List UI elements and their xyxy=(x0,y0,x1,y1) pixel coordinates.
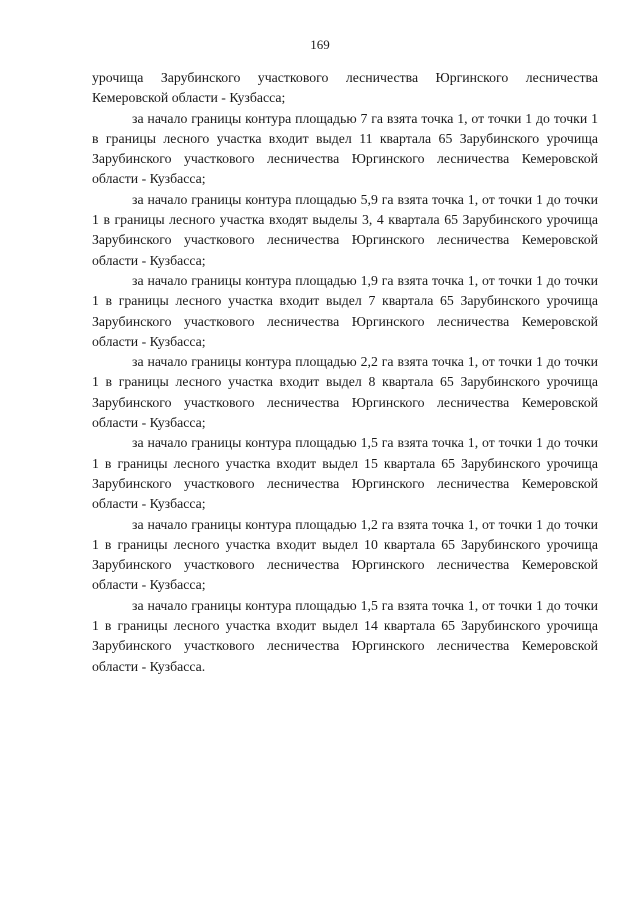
page-number: 169 xyxy=(310,37,330,52)
paragraph-contour-1-5ha-v15: за начало границы контура площадью 1,5 га взята точка 1, от точки 1 до точки 1 в границы лесного участка входит выдел 15 квартала 65 Зарубинского урочища Зарубинского участкового лесничества Юргинского лесничества Кемеровской области - Кузбасса; xyxy=(92,435,598,512)
paragraph-contour-2-2ha: за начало границы контура площадью 2,2 га взята точка 1, от точки 1 до точки 1 в границы лесного участка входит выдел 8 квартала 65 Зарубинского урочища Зарубинского участкового лесничества Юргинского лесничества Кемеровской области - Кузбасса; xyxy=(92,354,598,431)
paragraph-contour-1-5ha-v14: за начало границы контура площадью 1,5 га взята точка 1, от точки 1 до точки 1 в границы лесного участка входит выдел 14 квартала 65 Зарубинского урочища Зарубинского участкового лесничества Юргинского лесничества Кемеровской области - Кузбасса. xyxy=(92,597,598,674)
document-body xyxy=(92,68,598,677)
paragraph-continuation: урочища Зарубинского участкового лесничества Юргинского лесничества Кемеровской области - Кузбасса; xyxy=(92,70,598,106)
paragraph-contour-7ha: за начало границы контура площадью 7 га взята точка 1, от точки 1 до точки 1 в границы лесного участка входит выдел 11 квартала 65 Зарубинского урочища Зарубинского участкового лесничества Юргинского лесничества Кемеровской области - Кузбасса; xyxy=(92,110,598,187)
paragraph-contour-5-9ha: за начало границы контура площадью 5,9 га взята точка 1, от точки 1 до точки 1 в границы лесного участка входят выделы 3, 4 квартала 65 Зарубинского урочища Зарубинского участкового лесничества Юргинского лесничества Кемеровской области - Кузбасса; xyxy=(92,191,598,268)
paragraph-contour-1-2ha: за начало границы контура площадью 1,2 га взята точка 1, от точки 1 до точки 1 в границы лесного участка входит выдел 10 квартала 65 Зарубинского урочища Зарубинского участкового лесничества Юргинского лесничества Кемеровской области - Кузбасса; xyxy=(92,516,598,593)
paragraph-contour-1-9ha: за начало границы контура площадью 1,9 га взята точка 1, от точки 1 до точки 1 в границы лесного участка входит выдел 7 квартала 65 Зарубинского урочища Зарубинского участкового лесничества Юргинского лесничества Кемеровской области - Кузбасса; xyxy=(92,272,598,349)
